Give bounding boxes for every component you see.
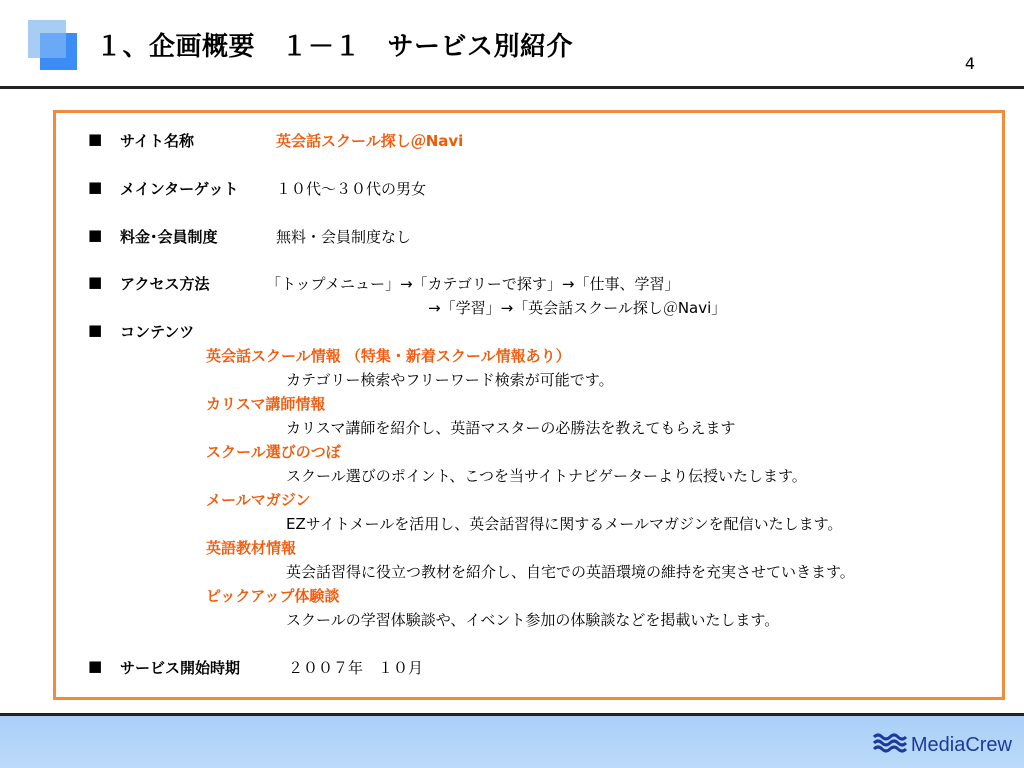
contents-label: コンテンツ (120, 323, 195, 341)
header-divider (0, 86, 1024, 89)
footer-band (0, 716, 1024, 768)
target-value: １０代～３０代の男女 (276, 180, 427, 198)
start-value: ２００７年 １０月 (288, 659, 424, 677)
content-item-desc: カリスマ講師を紹介し、英語マスターの必勝法を教えてもらえます (286, 419, 736, 437)
page-number: 4 (964, 54, 975, 73)
content-item-title: メールマガジン (206, 491, 311, 509)
content-item-desc: カテゴリー検索やフリーワード検索が可能です。 (286, 371, 614, 389)
content-item-desc: スクール選びのポイント、こつを当サイトナビゲーターより伝授いたします。 (286, 467, 807, 485)
access-route-line-2: →「学習」→「英会話スクール探し＠Navi」 (428, 299, 727, 317)
footer-logo-text: MediaCrew (910, 733, 1012, 756)
content-item-title: 英語教材情報 (206, 539, 297, 557)
pricing-value: 無料・会員制度なし (276, 228, 412, 246)
footer-logo (873, 732, 1012, 758)
content-item-title: スクール選びのつぼ (206, 443, 341, 461)
wave-icon (873, 732, 907, 758)
page-title: １、企画概要 １－１ サービス別紹介 (96, 32, 574, 62)
site-name-value: 英会話スクール探し＠Navi (276, 132, 464, 150)
bullet-pricing: ■ (88, 226, 103, 244)
access-label: アクセス方法 (120, 275, 210, 293)
site-name-label: サイト名称 (120, 132, 194, 150)
content-item-title: ピックアップ体験談 (206, 587, 340, 605)
pricing-label: 料金･会員制度 (120, 228, 218, 246)
bullet-access: ■ (88, 273, 103, 291)
bullet-start: ■ (88, 657, 103, 675)
access-route-line-1: 「トップメニュー」→「カテゴリーで探す」→「仕事、学習」 (266, 275, 680, 293)
bullet-site-name: ■ (88, 130, 103, 148)
bullet-contents: ■ (88, 321, 103, 339)
bullet-target: ■ (88, 178, 103, 196)
logo-square-overlap (40, 33, 66, 58)
content-item-desc: 英会話習得に役立つ教材を紹介し、自宅での英語環境の維持を充実させていきます。 (286, 563, 855, 581)
content-item-desc: EZサイトメールを活用し、英会話習得に関するメールマガジンを配信いたします。 (286, 515, 843, 533)
start-label: サービス開始時期 (120, 659, 241, 677)
content-item-desc: スクールの学習体験談や、イベント参加の体験談などを掲載いたします。 (286, 611, 780, 629)
content-item-title: 英会話スクール情報 （特集・新着スクール情報あり） (206, 347, 571, 365)
content-item-title: カリスマ講師情報 (206, 395, 326, 413)
target-label: メインターゲット (120, 180, 239, 198)
